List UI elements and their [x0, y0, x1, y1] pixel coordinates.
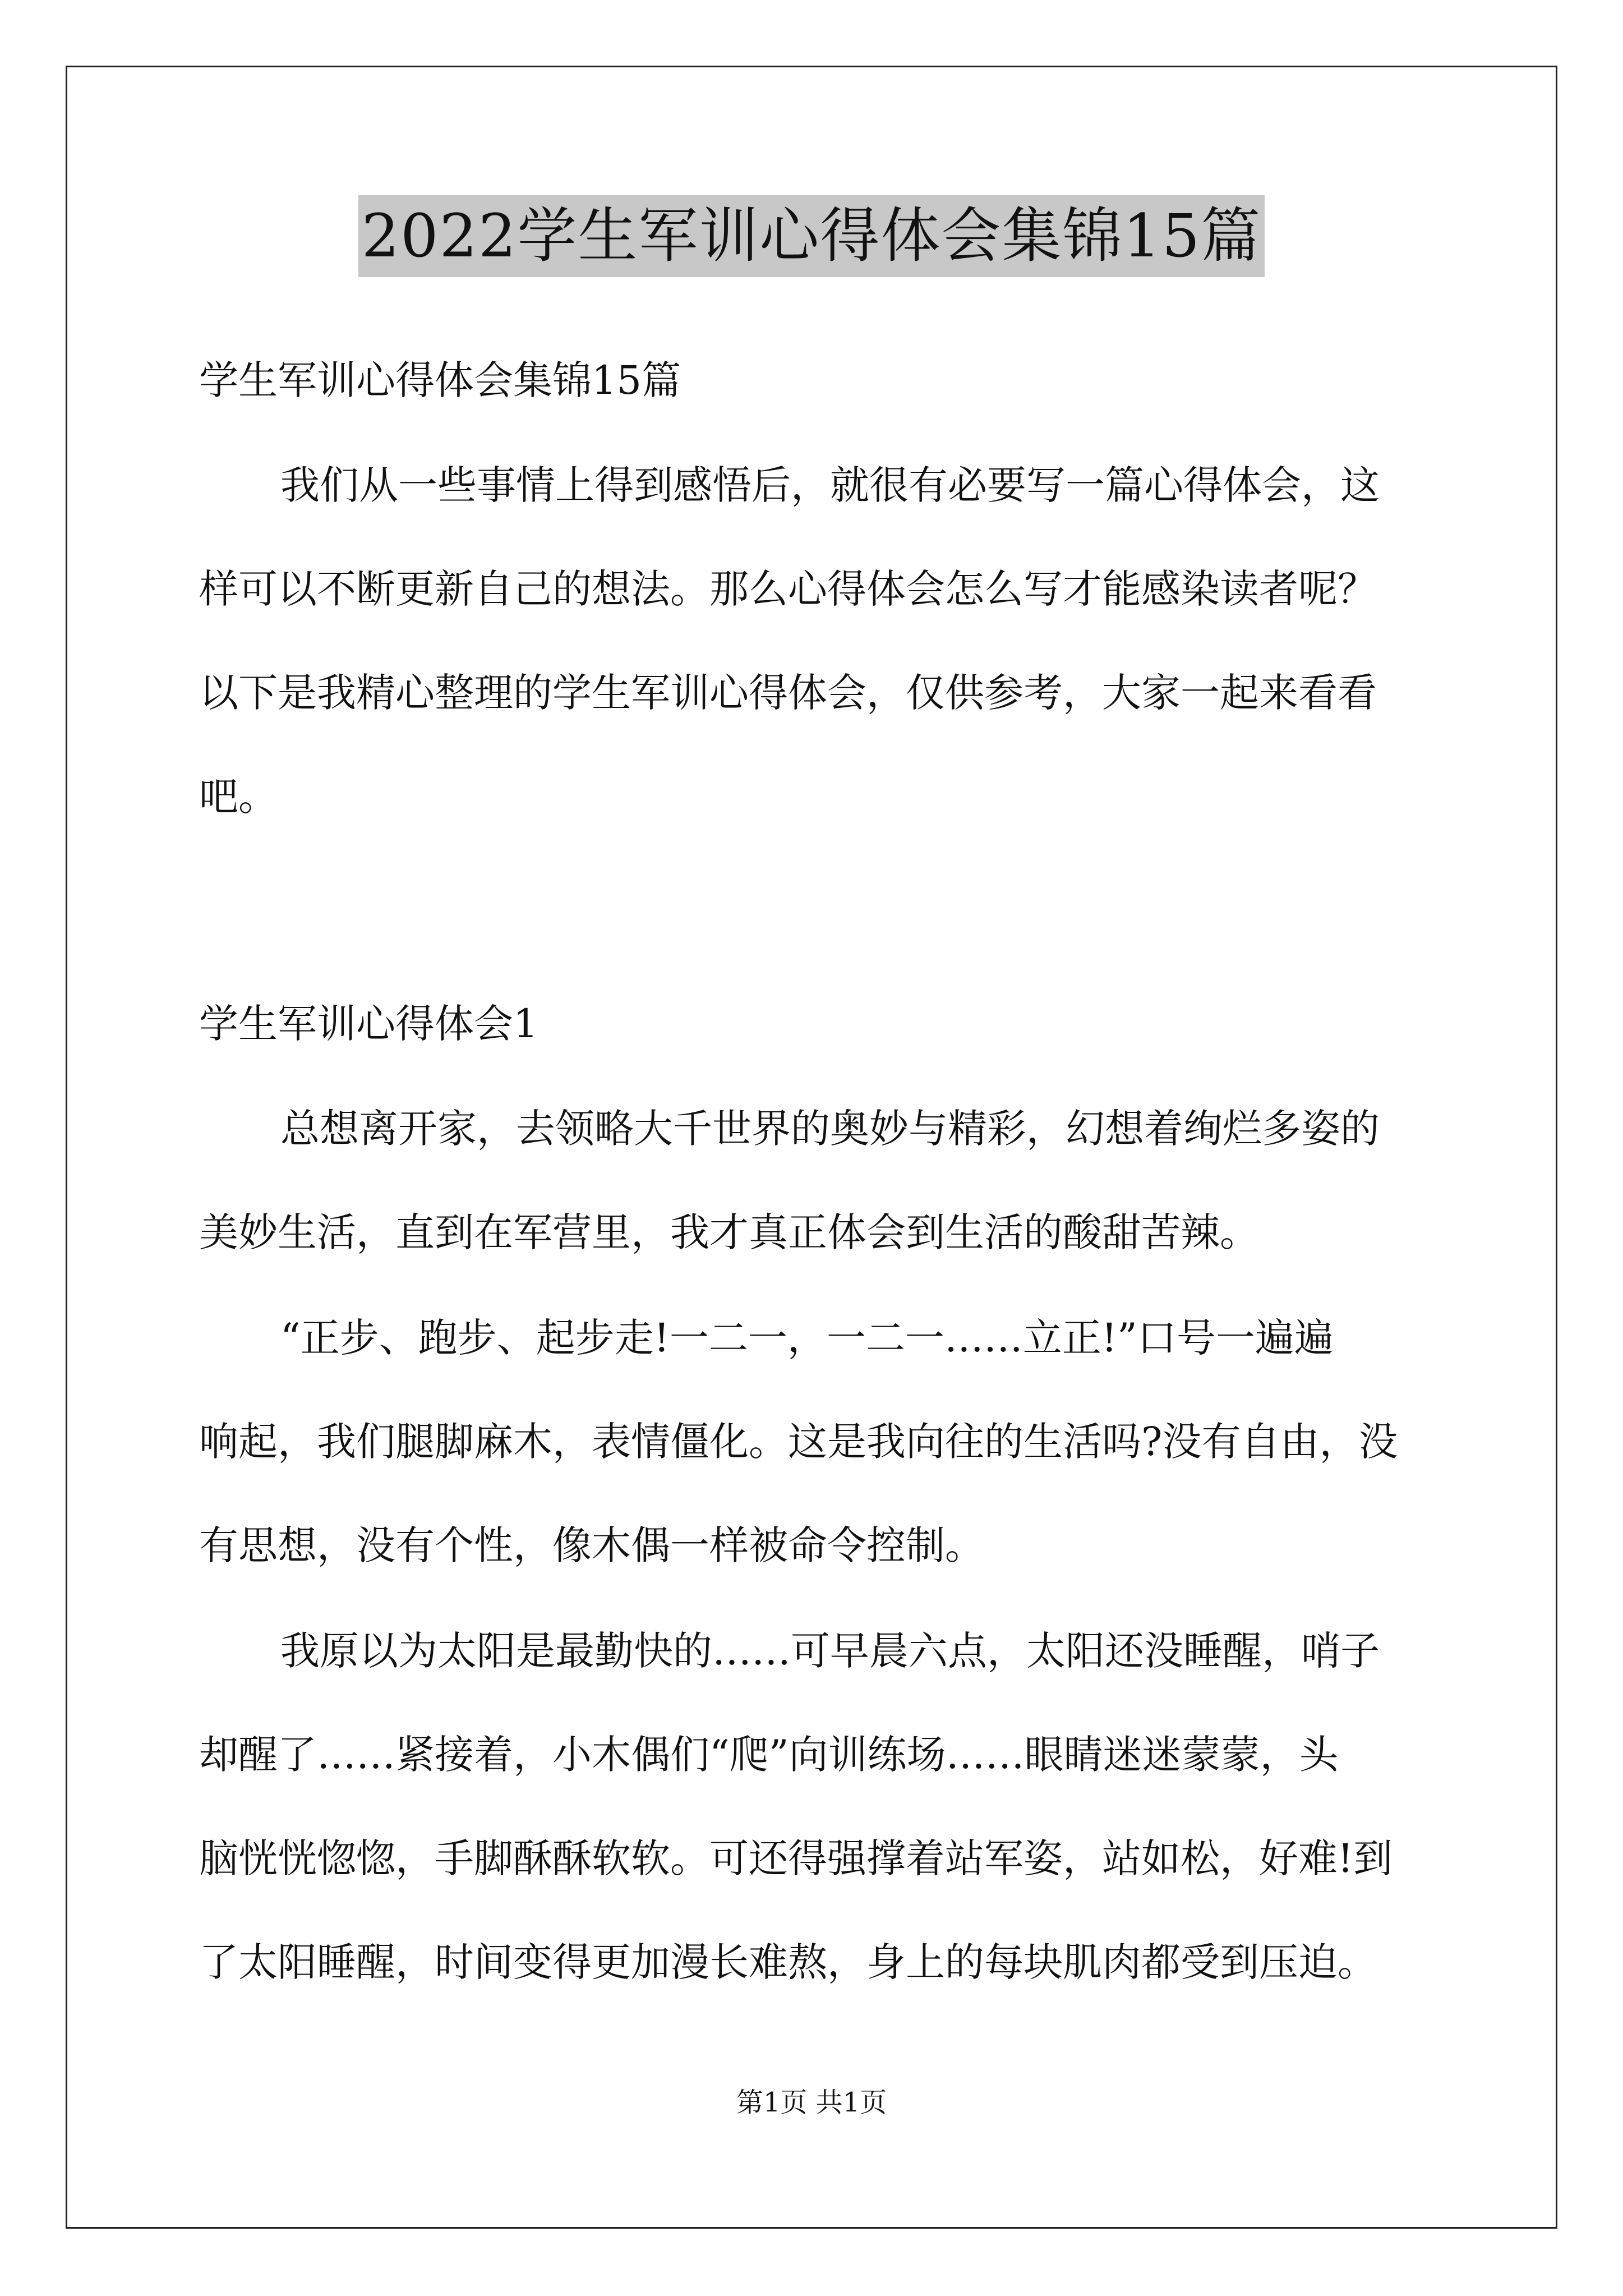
body-line: 响起，我们腿脚麻木，表情僵化。这是我向往的生活吗?没有自由，没	[199, 1419, 1398, 1465]
body-line: 美妙生活，直到在军营里，我才真正体会到生活的酸甜苦辣。	[199, 1209, 1259, 1255]
body-line: 却醒了……紧接着，小木偶们“爬”向训练场……眼睛迷迷蒙蒙，头	[199, 1732, 1339, 1778]
section-heading: 学生军训心得体会1	[199, 1001, 538, 1047]
body-line: 有思想，没有个性，像木偶一样被命令控制。	[199, 1522, 984, 1568]
body-line: 我原以为太阳是最勤快的……可早晨六点，太阳还没睡醒，哨子	[280, 1628, 1380, 1674]
intro-line: 我们从一些事情上得到感悟后，就很有必要写一篇心得体会，这	[280, 462, 1380, 508]
intro-line: 样可以不断更新自己的想法。那么心得体会怎么写才能感染读者呢？	[199, 566, 1377, 612]
body-line: 总想离开家，去领略大千世界的奥妙与精彩，幻想着绚烂多姿的	[280, 1106, 1380, 1152]
page-footer: 第1页 共1页	[736, 2087, 887, 2118]
body-line: 脑恍恍惚惚，手脚酥酥软软。可还得强撑着站军姿，站如松，好难!到	[199, 1835, 1393, 1881]
document-title: 2022学生军训心得体会集锦15篇	[358, 195, 1265, 277]
body-line: 了太阳睡醒，时间变得更加漫长难熬，身上的每块肌肉都受到压迫。	[199, 1939, 1377, 1985]
subtitle: 学生军训心得体会集锦15篇	[199, 357, 681, 403]
intro-line: 吧。	[199, 774, 278, 820]
intro-line: 以下是我精心整理的学生军训心得体会，仅供参考，大家一起来看看	[199, 670, 1377, 716]
body-line: “正步、跑步、起步走!一二一，一二一……立正!”口号一遍遍	[280, 1315, 1334, 1361]
title-container	[0, 195, 1623, 277]
